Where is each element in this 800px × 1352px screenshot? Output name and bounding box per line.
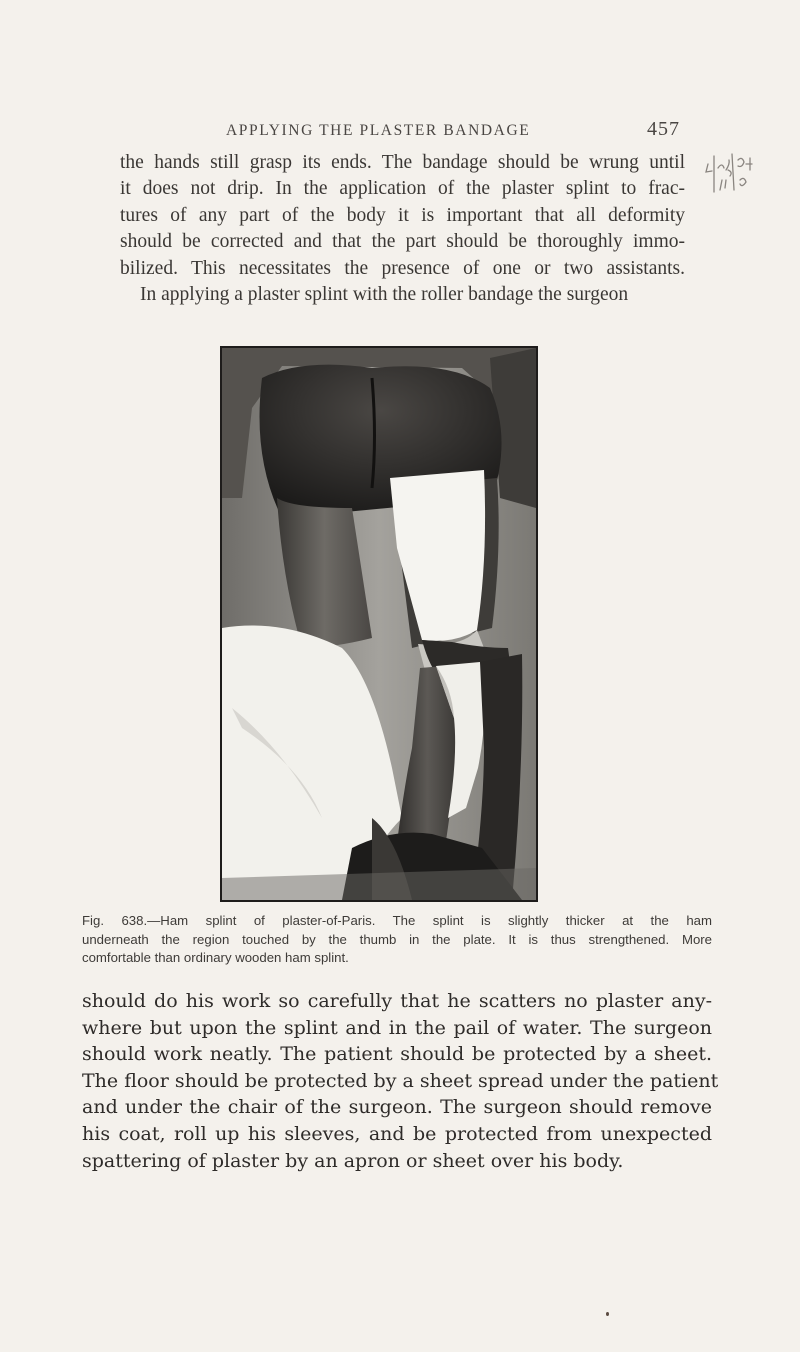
- text-line: where but upon the splint and in the pail of water. The surgeon: [82, 1016, 712, 1039]
- text-line: should do his work so carefully that he scatters no plaster any-: [82, 990, 712, 1012]
- margin-scribble-icon: [700, 150, 795, 210]
- text-line: The floor should be protected by a sheet spread under the patient: [82, 1069, 719, 1092]
- body-text-top: [120, 150, 685, 308]
- text-line: In applying a plaster splint with the roller bandage the surgeon: [140, 284, 629, 306]
- caption-line: comfortable than ordinary wooden ham splint.: [82, 950, 349, 966]
- text-line: should be corrected and that the part should be thoroughly immo-: [120, 231, 685, 253]
- text-line: tures of any part of the body it is important that all deformity: [120, 204, 685, 226]
- text-line: the hands still grasp its ends. The bandage should be wrung until: [120, 152, 685, 173]
- caption-line: Fig. 638.—Ham splint of plaster-of-Paris. The splint is slightly thicker at the ham: [82, 913, 712, 928]
- body-text-bottom: [82, 988, 719, 1174]
- handwritten-margin-note: [700, 150, 795, 210]
- paper-speck: [606, 1312, 609, 1316]
- page-number: 457: [647, 118, 680, 140]
- text-line: spattering of plaster by an apron or sheet over his body.: [82, 1149, 624, 1172]
- running-title: APPLYING THE PLASTER BANDAGE: [226, 122, 531, 139]
- ham-splint-photo: [222, 348, 536, 900]
- text-line: it does not drip. In the application of the plaster splint to frac-: [120, 178, 685, 200]
- text-line: his coat, roll up his sleeves, and be protected from unexpected: [82, 1122, 712, 1145]
- figure-caption: [82, 912, 712, 968]
- text-line: bilized. This necessitates the presence of one or two assistants.: [120, 257, 685, 279]
- figure-photograph: [220, 346, 538, 902]
- text-line: should work neatly. The patient should be protected by a sheet.: [82, 1043, 712, 1066]
- text-line: and under the chair of the surgeon. The surgeon should remove: [82, 1096, 712, 1119]
- caption-line: underneath the region touched by the thumb in the plate. It is thus strengthened. More: [82, 931, 712, 947]
